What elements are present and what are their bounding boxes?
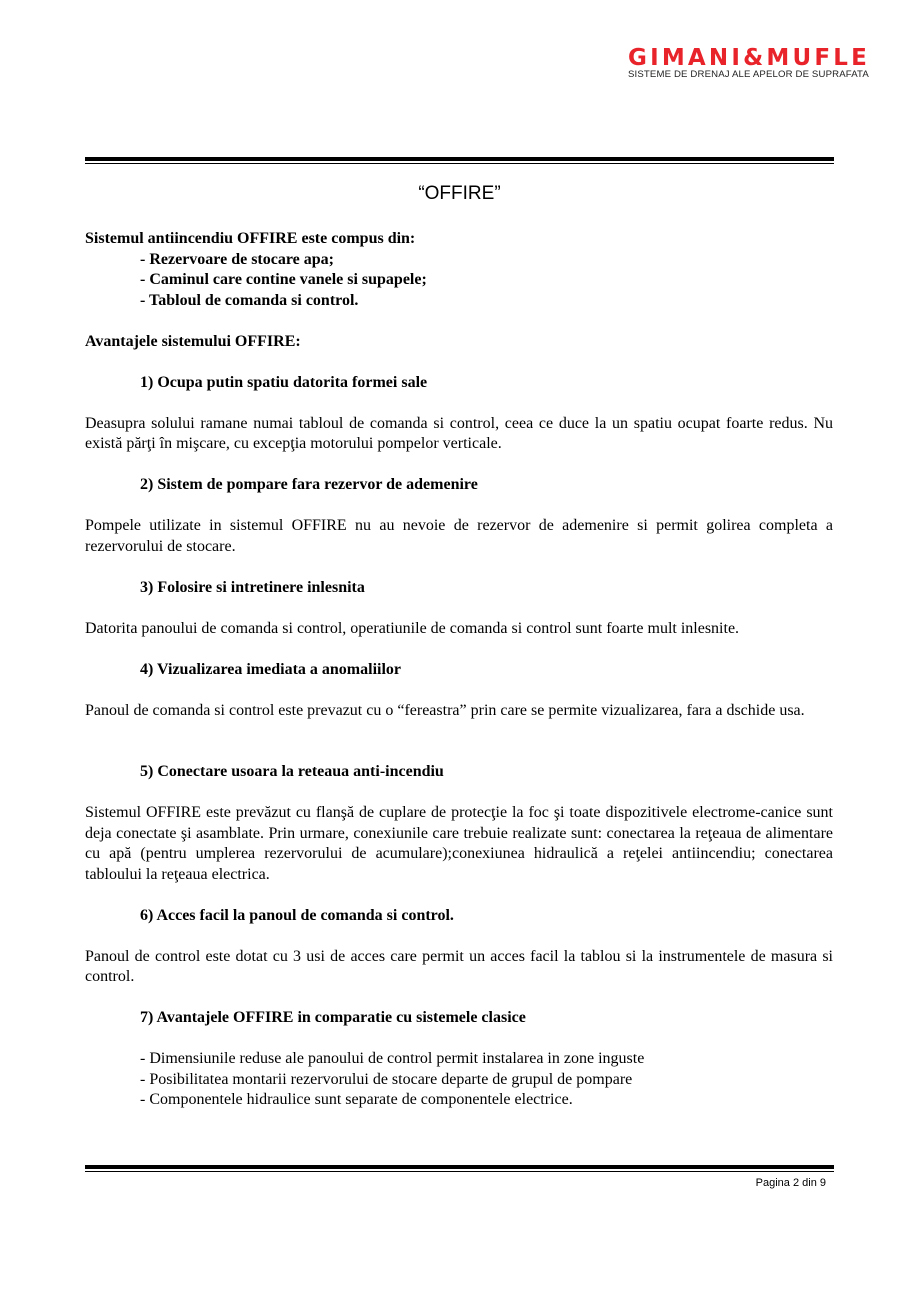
- section-heading: 2) Sistem de pompare fara rezervor de ademenire: [140, 476, 478, 493]
- section-body: Deasupra solului ramane numai tabloul de comanda si control, ceea ce duce la un spatiu ocupat foarte redus. Nu există părţi în mişcare, cu excepţia motorului pompelor verticale.: [85, 414, 833, 452]
- comparison-list-item: - Componentele hidraulice sunt separate de componentele electrice.: [140, 1091, 573, 1108]
- document-title: “OFFIRE”: [418, 183, 501, 204]
- page-number: Pagina 2 din 9: [755, 1177, 826, 1189]
- comparison-list-item: - Dimensiunile reduse ale panoului de control permit instalarea in zone inguste: [140, 1050, 645, 1067]
- section-heading: 6) Acces facil la panoul de comanda si control.: [140, 906, 454, 924]
- section-body: Pompele utilizate in sistemul OFFIRE nu au nevoie de rezervor de ademenire si permit golirea completa a rezervorului de stocare.: [85, 517, 833, 555]
- section-heading: 4) Vizualizarea imediata a anomaliilor: [140, 660, 402, 678]
- intro-list-item: - Caminul care contine vanele si supapele;: [140, 271, 427, 288]
- section-heading: 7) Avantajele OFFIRE in comparatie cu sistemele clasice: [140, 1009, 526, 1026]
- footer-divider: [85, 1165, 834, 1172]
- section-body: Panoul de control este dotat cu 3 usi de acces care permit un acces facil la tablou si la instrumentele de masura si control.: [85, 947, 833, 985]
- section-heading: 3) Folosire si intretinere inlesnita: [140, 578, 365, 596]
- section-body: Panoul de comanda si control este prevazut cu o “fereastra” prin care se permite vizualizarea, fara a dschide usa.: [85, 701, 805, 719]
- intro-list-item: - Tabloul de comanda si control.: [140, 291, 359, 309]
- advantages-heading: Avantajele sistemului OFFIRE:: [85, 332, 301, 350]
- logo-text: GIMANI&MUFLE: [628, 45, 871, 71]
- company-logo: [628, 45, 890, 80]
- document-body: [85, 229, 833, 1111]
- section-heading: 1) Ocupa putin spatiu datorita formei sale: [140, 373, 428, 391]
- intro-heading: Sistemul antiincendiu OFFIRE este compus din:: [85, 230, 416, 247]
- logo-tagline: SISTEME DE DRENAJ ALE APELOR DE SUPRAFATA: [628, 69, 869, 80]
- header-divider: [85, 157, 834, 164]
- section-body: Datorita panoului de comanda si control, operatiunile de comanda si control sunt foarte mult inlesnite.: [85, 619, 740, 637]
- intro-list-item: - Rezervoare de stocare apa;: [140, 250, 334, 268]
- section-body: Sistemul OFFIRE este prevăzut cu flanşă de cuplare de protecţie la foc şi toate dispozitivele electrome-canice sunt deja conectate şi asamblate. Prin urmare, conexiunile care trebuie realizate sunt: conectarea la reţeaua de alimentare cu apă (pentru umplerea rezervorului de acumulare);conexiunea hidraulică a reţelei antiincendiu; conectarea tabloului la reţeaua electrica.: [85, 804, 833, 883]
- comparison-list-item: - Posibilitatea montarii rezervorului de stocare departe de grupul de pompare: [140, 1070, 633, 1088]
- section-heading: 5) Conectare usoara la reteaua anti-incendiu: [140, 763, 444, 780]
